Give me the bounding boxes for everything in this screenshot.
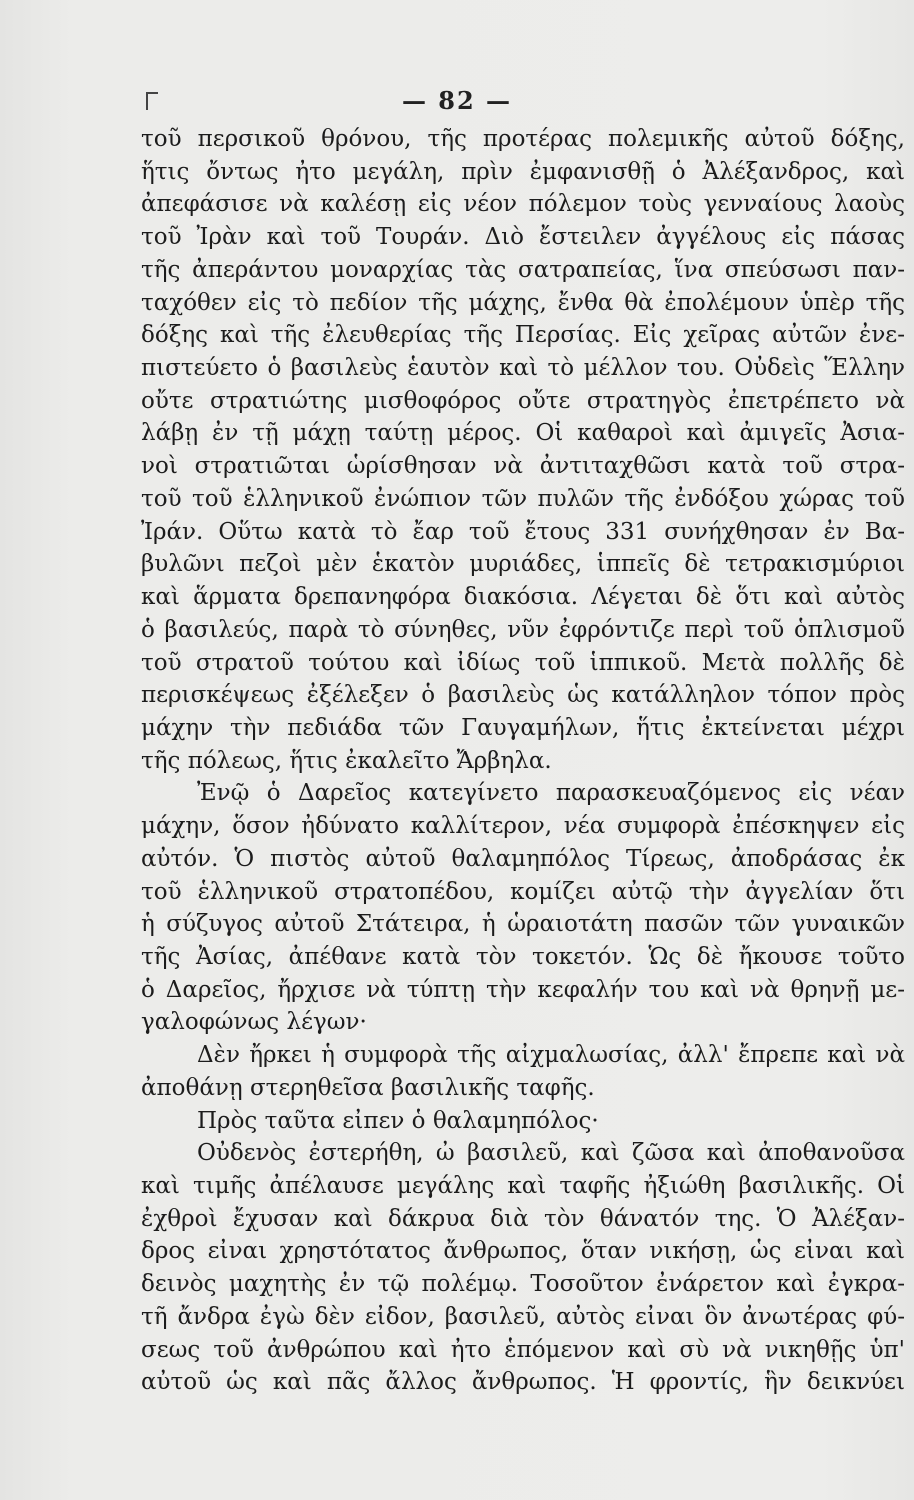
text-line: ταχόθεν εἰς τὸ πεδίον τῆς μάχης, ἔνθα θὰ ἐπολέμουν ὑπὲρ τῆς xyxy=(141,289,905,316)
text-line: Πρὸς ταῦτα εἶπεν ὁ θαλαμηπόλος· xyxy=(197,1107,599,1134)
body-text xyxy=(141,126,911,1402)
text-line: αὐτόν. Ὁ πιστὸς αὐτοῦ θαλαμηπόλος Τίρεως, ἀποδράσας ἐκ xyxy=(141,845,905,872)
text-line: ἐχθροὶ ἔχυσαν καὶ δάκρυα διὰ τὸν θάνατόν της. Ὁ Ἀλέξαν- xyxy=(141,1205,905,1232)
text-line: μάχην τὴν πεδιάδα τῶν Γαυγαμήλων, ἥτις ἐκτείνεται μέχρι xyxy=(141,714,905,741)
text-line: βυλῶνι πεζοὶ μὲν ἑκατὸν μυριάδες, ἱππεῖς δὲ τετρακισμύριοι xyxy=(141,551,905,578)
text-line: τῆς πόλεως, ἥτις ἐκαλεῖτο Ἄρβηλα. xyxy=(141,747,552,774)
text-line: δρος εἶναι χρηστότατος ἄνθρωπος, ὅταν νικήσῃ, ὡς εἶναι καὶ xyxy=(141,1238,905,1265)
text-line: ἀπεφάσισε νὰ καλέσῃ εἰς νέον πόλεμον τοὺς γενναίους λαοὺς xyxy=(141,191,905,218)
text-line: περισκέψεως ἐξέλεξεν ὁ βασιλεὺς ὡς κατάλληλον τόπον πρὸς xyxy=(141,682,905,709)
text-line: Ἐνῷ ὁ Δαρεῖος κατεγίνετο παρασκευαζόμενος εἰς νέαν xyxy=(197,780,905,807)
text-line: Οὐδενὸς ἐστερήθη, ὦ βασιλεῦ, καὶ ζῶσα καὶ ἀποθανοῦσα xyxy=(197,1140,905,1167)
text-line: Ἰράν. Οὕτω κατὰ τὸ ἔαρ τοῦ ἔτους 331 συνήχθησαν ἐν Βα- xyxy=(141,518,905,545)
text-line: μάχην, ὅσον ἠδύνατο καλλίτερον, νέα συμφορὰ ἐπέσκηψεν εἰς xyxy=(141,813,905,840)
text-line: λάβῃ ἐν τῇ μάχῃ ταύτῃ μέρος. Οἱ καθαροὶ καὶ ἀμιγεῖς Ἀσια- xyxy=(141,420,905,447)
text-line: δεινὸς μαχητὴς ἐν τῷ πολέμῳ. Τοσοῦτον ἐνάρετον καὶ ἐγκρα- xyxy=(141,1271,905,1298)
text-line: σεως τοῦ ἀνθρώπου καὶ ἦτο ἑπόμενον καὶ σὺ νὰ νικηθῇς ὑπ' xyxy=(141,1336,905,1363)
text-line: ἀποθάνῃ στερηθεῖσα βασιλικῆς ταφῆς. xyxy=(141,1074,595,1101)
text-line: τοῦ ἑλληνικοῦ στρατοπέδου, κομίζει αὐτῷ τὴν ἀγγελίαν ὅτι xyxy=(141,878,905,905)
text-line: τοῦ περσικοῦ θρόνου, τῆς προτέρας πολεμικῆς αὐτοῦ δόξης, xyxy=(141,126,905,152)
text-line: τῆ ἄνδρα ἐγὼ δὲν εἶδον, βασιλεῦ, αὐτὸς εἶναι ὃν ἀνωτέρας φύ- xyxy=(141,1303,905,1330)
text-line: πιστεύετο ὁ βασιλεὺς ἑαυτὸν καὶ τὸ μέλλον του. Οὐδεὶς Ἕλλην xyxy=(141,355,905,382)
text-line: καὶ τιμῆς ἀπέλαυσε μεγάλης καὶ ταφῆς ἠξιώθη βασιλικῆς. Οἱ xyxy=(141,1173,905,1199)
text-line: ὁ βασιλεύς, παρὰ τὸ σύνηθες, νῦν ἐφρόντιζε περὶ τοῦ ὁπλισμοῦ xyxy=(141,616,905,643)
text-line: καὶ ἅρματα δρεπανηφόρα διακόσια. Λέγεται δὲ ὅτι καὶ αὐτὸς xyxy=(141,584,905,611)
text-line: ὁ Δαρεῖος, ἤρχισε νὰ τύπτῃ τὴν κεφαλήν του καὶ νὰ θρηνῇ με- xyxy=(141,976,905,1003)
text-line: τοῦ στρατοῦ τούτου καὶ ἰδίως τοῦ ἱππικοῦ. Μετὰ πολλῆς δὲ xyxy=(141,649,905,676)
text-line: ἡ σύζυγος αὐτοῦ Στάτειρα, ἡ ὡραιοτάτη πασῶν τῶν γυναικῶν xyxy=(141,911,905,938)
text-line: τῆς ἀπεράντου μοναρχίας τὰς σατραπείας, ἵνα σπεύσωσι παν- xyxy=(141,256,905,283)
text-line: τῆς Ἀσίας, ἀπέθανε κατὰ τὸν τοκετόν. Ὡς δὲ ἤκουσε τοῦτο xyxy=(141,943,905,970)
text-line: αὐτοῦ ὡς καὶ πᾶς ἄλλος ἄνθρωπος. Ἡ φροντίς, ἣν δεικνύει xyxy=(141,1369,905,1396)
text-line: τοῦ τοῦ ἑλληνικοῦ ἐνώπιον τῶν πυλῶν τῆς ἐνδόξου χώρας τοῦ xyxy=(141,485,905,512)
text-line: Δὲν ἤρκει ἡ συμφορὰ τῆς αἰχμαλωσίας, ἀλλ' ἔπρεπε καὶ νὰ xyxy=(197,1042,905,1069)
text-line: νοὶ στρατιῶται ὡρίσθησαν νὰ ἀντιταχθῶσι κατὰ τοῦ στρα- xyxy=(141,453,905,480)
text-line: ἥτις ὄντως ἦτο μεγάλη, πρὶν ἐμφανισθῇ ὁ Ἀλέξανδρος, καὶ xyxy=(141,158,905,185)
text-line: δόξης καὶ τῆς ἐλευθερίας τῆς Περσίας. Εἰς χεῖρας αὐτῶν ἐνε- xyxy=(141,322,905,349)
page-number: — 82 — xyxy=(401,86,513,115)
text-line: γαλοφώνως λέγων· xyxy=(141,1009,367,1036)
text-line: τοῦ Ἰρὰν καὶ τοῦ Τουράν. Διὸ ἔστειλεν ἀγγέλους εἰς πάσας xyxy=(141,224,905,251)
text-line: οὔτε στρατιώτης μισθοφόρος οὔτε στρατηγὸς ἐπετρέπετο νὰ xyxy=(141,387,905,414)
